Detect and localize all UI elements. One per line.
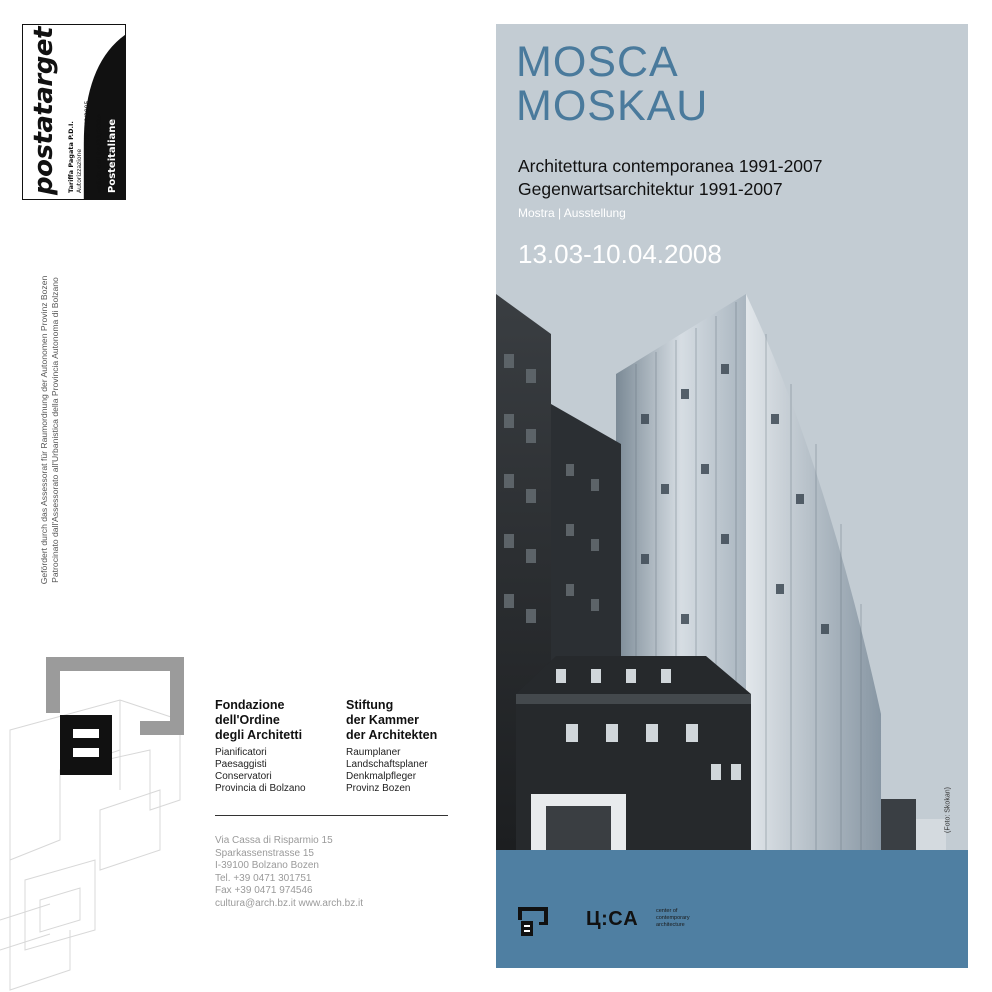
stamp-line-2: Autorizzazione bbox=[76, 148, 83, 193]
architects-logo bbox=[46, 657, 186, 777]
foundation-de-sub bbox=[346, 747, 466, 795]
title-line-mosca: MOSCA bbox=[516, 38, 679, 86]
subtitle-italian: Architettura contemporanea 1991-2007 bbox=[518, 156, 823, 176]
cca-logo: Ц:CA bbox=[586, 908, 639, 930]
address-city: I-39100 Bolzano Bozen bbox=[215, 860, 319, 872]
de-sub-line-4: Provinz Bozen bbox=[346, 783, 411, 794]
address-block bbox=[215, 835, 363, 911]
address-fax: Fax +39 0471 974546 bbox=[215, 885, 313, 897]
cca-tag-2: contemporary bbox=[656, 915, 690, 921]
sponsor-text bbox=[39, 250, 61, 610]
address-street-de: Sparkassenstrasse 15 bbox=[215, 847, 314, 859]
foundation-it-sub bbox=[215, 747, 335, 795]
exhibition-label: Mostra | Ausstellung bbox=[518, 206, 626, 220]
de-sub-line-3: Denkmalpfleger bbox=[346, 771, 417, 782]
foundation-italian bbox=[215, 698, 335, 795]
address-phone: Tel. +39 0471 301751 bbox=[215, 872, 312, 884]
footer-architects-logo bbox=[518, 907, 548, 937]
photo-credit: (Foto: Skokan) bbox=[944, 787, 952, 833]
de-title-line-2: der Kammer bbox=[346, 713, 419, 727]
it-sub-line-4: Provincia di Bolzano bbox=[215, 783, 306, 794]
it-sub-line-3: Conservatori bbox=[215, 771, 272, 782]
poster-title bbox=[516, 40, 708, 128]
divider bbox=[215, 815, 448, 816]
de-sub-line-2: Landschaftsplaner bbox=[346, 759, 428, 770]
de-title-line-3: der Architekten bbox=[346, 728, 438, 742]
address-email-web[interactable]: cultura@arch.bz.it www.arch.bz.it bbox=[215, 897, 363, 909]
cca-tag-1: center of bbox=[656, 908, 678, 914]
poster-panel bbox=[496, 24, 968, 968]
poster-footer bbox=[496, 850, 968, 968]
foundation-german bbox=[346, 698, 466, 795]
it-title-line-3: degli Architetti bbox=[215, 728, 303, 742]
de-title-line-1: Stiftung bbox=[346, 698, 394, 712]
exhibition-dates: 13.03-10.04.2008 bbox=[518, 239, 722, 269]
stamp-line-1: Tariffa Pagata P.D.I. bbox=[67, 121, 75, 193]
it-sub-line-1: Pianificatori bbox=[215, 747, 267, 758]
stamp-line-4: valida dal 04/03/2005 bbox=[95, 114, 103, 193]
sponsor-line-it: Patrocinato dall'Assessorato all'Urbanistica della Provincia Autonoma di Bolzano bbox=[50, 277, 60, 583]
foundation-it-title bbox=[215, 698, 335, 743]
foundation-de-title bbox=[346, 698, 466, 743]
cca-tagline bbox=[656, 908, 690, 929]
address-street-it: Via Cassa di Risparmio 15 bbox=[215, 835, 333, 846]
title-line-moskau: MOSKAU bbox=[516, 82, 709, 130]
it-title-line-1: Fondazione bbox=[215, 698, 285, 712]
stamp-line-3: DCB/ACBNE BZ/PDI/1056/2005 bbox=[84, 100, 91, 193]
it-sub-line-2: Paesaggisti bbox=[215, 759, 267, 770]
subtitle-german: Gegenwartsarchitektur 1991-2007 bbox=[518, 179, 783, 199]
stamp-poste: Posteitaliane bbox=[107, 118, 118, 193]
stamp-brand: postatarget bbox=[29, 27, 59, 195]
postage-stamp bbox=[22, 24, 126, 200]
de-sub-line-1: Raumplaner bbox=[346, 747, 401, 758]
sponsor-line-de: Gefördert durch das Assessorat für Raumordnung der Autonomen Provinz Bozen bbox=[39, 275, 49, 585]
building-photo bbox=[496, 294, 968, 850]
poster-subtitle bbox=[518, 155, 823, 201]
cca-tag-3: architecture bbox=[656, 922, 685, 928]
it-title-line-2: dell'Ordine bbox=[215, 713, 280, 727]
stamp-text-group bbox=[23, 25, 126, 200]
